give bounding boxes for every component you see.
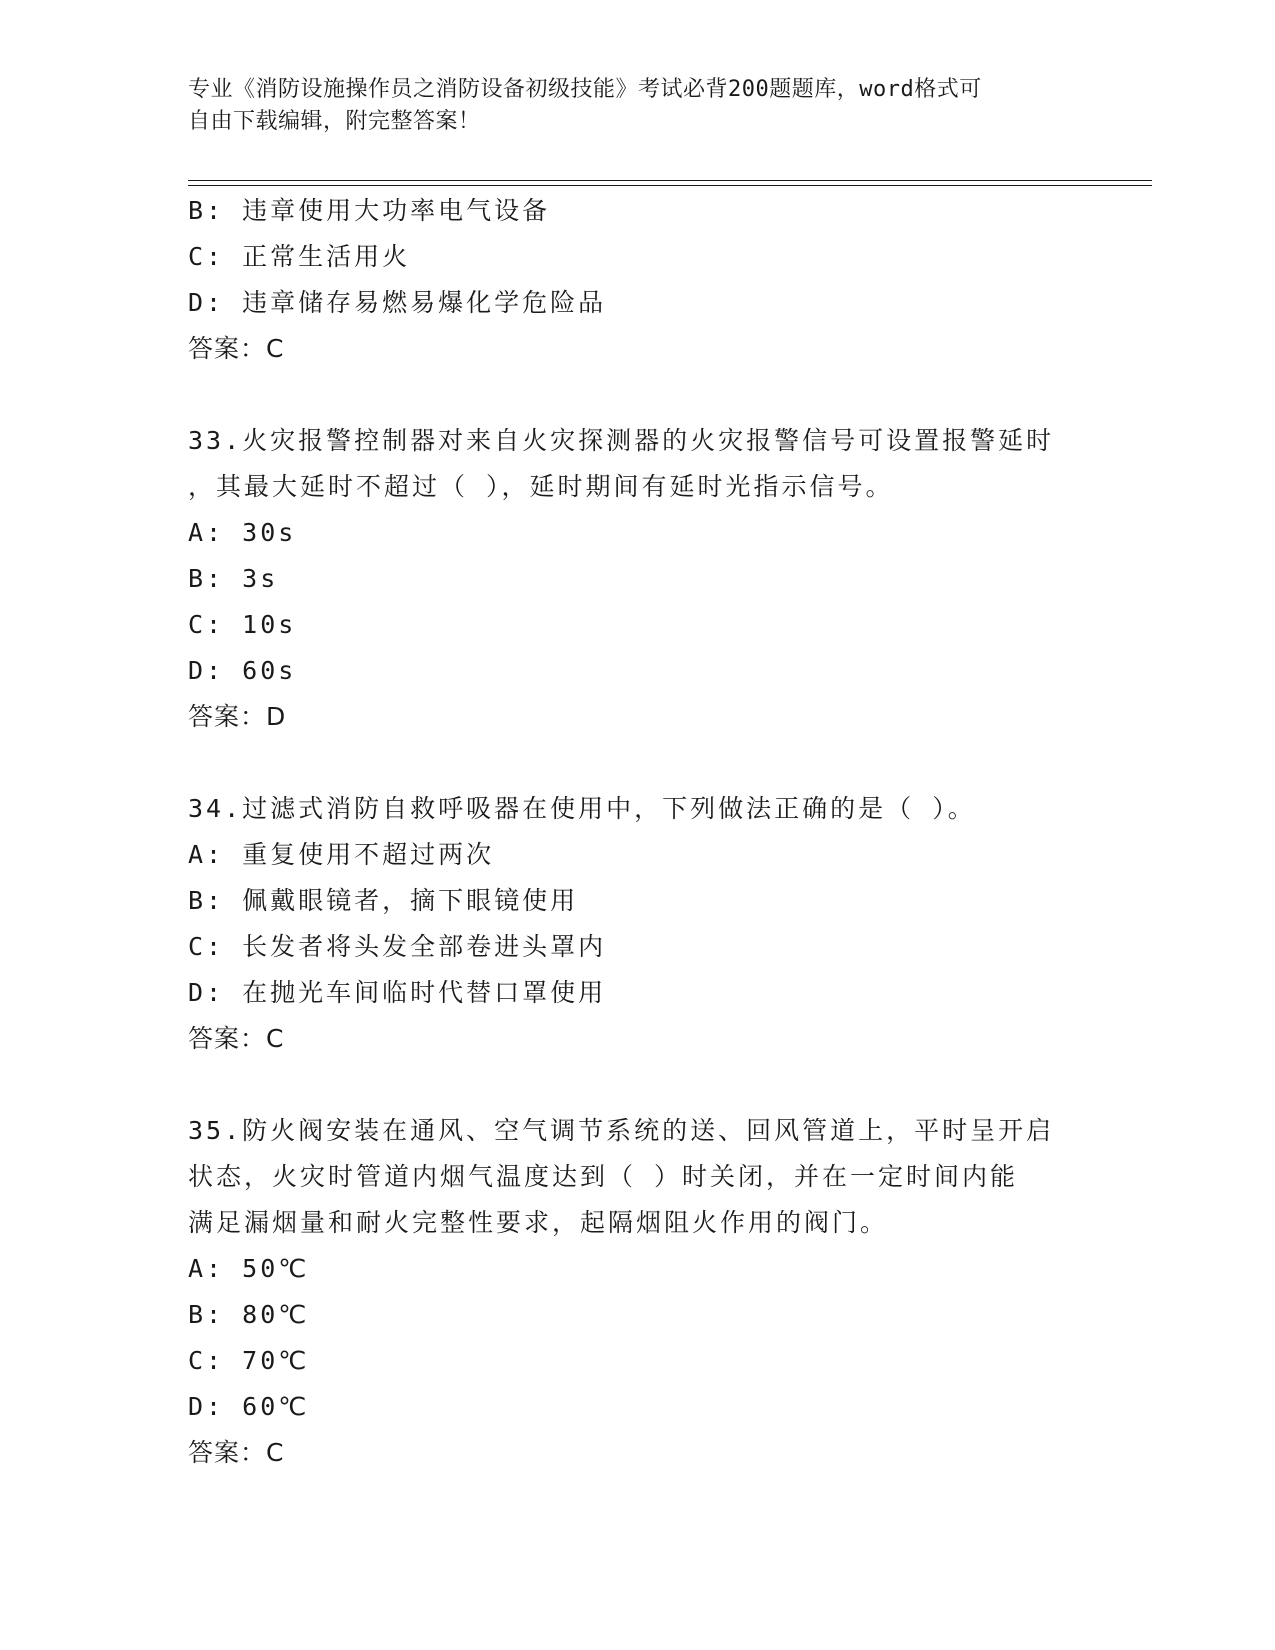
option-c: C: 长发者将头发全部卷进头罩内 [188, 932, 607, 961]
option-a: A: 30s [188, 518, 297, 547]
question-text-line: ，其最大延时不超过（ ），延时期间有延时光指示信号。 [188, 472, 894, 501]
question-35 [188, 1108, 1108, 1476]
option-b: B: 佩戴眼镜者，摘下眼镜使用 [188, 886, 579, 915]
header-line-2: 自由下载编辑，附完整答案！ [188, 109, 481, 134]
option-a: A: 重复使用不超过两次 [188, 840, 495, 869]
answer-line: 答案：D [188, 702, 287, 731]
spacer [188, 372, 1108, 418]
option-d: D: 在抛光车间临时代替口罩使用 [188, 978, 607, 1007]
document-header [188, 74, 1088, 138]
answer-line: 答案：C [188, 1438, 285, 1467]
option-d: D: 60℃ [188, 1392, 310, 1421]
option-a: A: 50℃ [188, 1254, 310, 1283]
question-34 [188, 786, 1108, 1062]
header-divider-top [188, 180, 1152, 181]
spacer [188, 740, 1108, 786]
question-text-line: 35.防火阀安装在通风、空气调节系统的送、回风管道上，平时呈开启 [188, 1116, 1055, 1145]
question-text [188, 418, 1108, 510]
option-b: B: 3s [188, 564, 279, 593]
option-b: B: 80℃ [188, 1300, 310, 1329]
answer-line: 答案：C [188, 1024, 285, 1053]
header-line-1: 专业《消防设施操作员之消防设备初级技能》考试必背200题题库，word格式可 [188, 77, 982, 102]
previous-question-tail [188, 188, 1108, 372]
option-d: D: 违章储存易燃易爆化学危险品 [188, 288, 607, 317]
question-text-line: 34.过滤式消防自救呼吸器在使用中，下列做法正确的是（ ）。 [188, 794, 976, 823]
question-text [188, 1108, 1108, 1246]
option-d: D: 60s [188, 656, 297, 685]
question-text-line: 状态，火灾时管道内烟气温度达到（ ）时关闭，并在一定时间内能 [188, 1162, 1019, 1191]
question-text-line: 33.火灾报警控制器对来自火灾探测器的火灾报警信号可设置报警延时 [188, 426, 1055, 455]
question-text-line: 满足漏烟量和耐火完整性要求，起隔烟阻火作用的阀门。 [188, 1208, 889, 1237]
option-c: C: 正常生活用火 [188, 242, 411, 271]
option-b: B: 违章使用大功率电气设备 [188, 196, 551, 225]
question-list [188, 188, 1108, 1476]
spacer [188, 1062, 1108, 1108]
option-c: C: 70℃ [188, 1346, 310, 1375]
question-33 [188, 418, 1108, 740]
answer-line: 答案：C [188, 334, 285, 363]
question-text [188, 786, 1108, 832]
header-divider-bottom [188, 185, 1152, 186]
option-c: C: 10s [188, 610, 297, 639]
